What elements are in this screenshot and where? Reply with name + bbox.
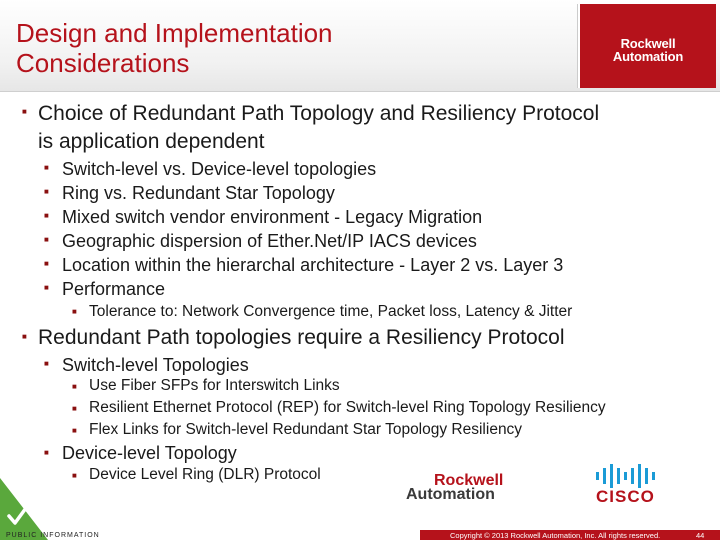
square-bullet-icon: ■ [72, 307, 77, 316]
brand-logo-line-1: Rockwell [620, 36, 676, 51]
list-item: Device Level Ring (DLR) Protocol [89, 466, 321, 483]
bullet-1-line-1: Choice of Redundant Path Topology and Resiliency Protocol [38, 102, 600, 125]
list-item: Mixed switch vendor environment - Legacy Migration [62, 207, 483, 227]
brand-logo-line-2: Automation [612, 49, 684, 64]
square-bullet-icon: ■ [44, 211, 49, 220]
square-bullet-icon: ■ [22, 107, 27, 116]
checkmark-icon [0, 478, 48, 540]
list-item: Flex Links for Switch-level Redundant Star Topology Resiliency [89, 421, 523, 438]
list-item: Device-level Topology [62, 443, 237, 463]
list-item: Geographic dispersion of Ether.Net/IP IACS devices [62, 231, 477, 251]
list-item: Use Fiber SFPs for Interswitch Links [89, 377, 340, 394]
list-item: Switch-level Topologies [62, 355, 249, 375]
title-line-2: Considerations [16, 48, 190, 78]
copyright-text: Copyright © 2013 Rockwell Automation, Inc. All rights reserved. [450, 531, 661, 540]
square-bullet-icon: ■ [72, 382, 77, 391]
bullet-1-line-2: is application dependent [38, 130, 265, 153]
square-bullet-icon: ■ [44, 448, 49, 457]
square-bullet-icon: ■ [72, 426, 77, 435]
square-bullet-icon: ■ [44, 187, 49, 196]
list-item: Switch-level vs. Device-level topologies [62, 159, 377, 179]
ra-logo-line-1: Rockwell [434, 472, 504, 489]
square-bullet-icon: ■ [72, 471, 77, 480]
ra-logo-line-2: Automation [406, 486, 495, 503]
square-bullet-icon: ■ [22, 332, 27, 341]
list-item: Ring vs. Redundant Star Topology [62, 183, 335, 203]
bullet-2-text: Redundant Path topologies require a Resiliency Protocol [38, 326, 565, 349]
cisco-logo: CISCO [596, 487, 655, 506]
square-bullet-icon: ■ [44, 163, 49, 172]
list-item: Resilient Ethernet Protocol (REP) for Switch-level Ring Topology Resiliency [89, 399, 606, 416]
list-item: Tolerance to: Network Convergence time, Packet loss, Latency & Jitter [89, 303, 573, 320]
page-number: 44 [696, 531, 705, 540]
classification-label: PUBLIC INFORMATION [6, 532, 100, 539]
square-bullet-icon: ■ [44, 259, 49, 268]
title-line-1: Design and Implementation [16, 18, 333, 48]
square-bullet-icon: ■ [44, 359, 49, 368]
list-item: Performance [62, 279, 166, 299]
square-bullet-icon: ■ [44, 235, 49, 244]
square-bullet-icon: ■ [44, 283, 49, 292]
square-bullet-icon: ■ [72, 404, 77, 413]
list-item: Location within the hierarchal architecture - Layer 2 vs. Layer 3 [62, 255, 564, 275]
